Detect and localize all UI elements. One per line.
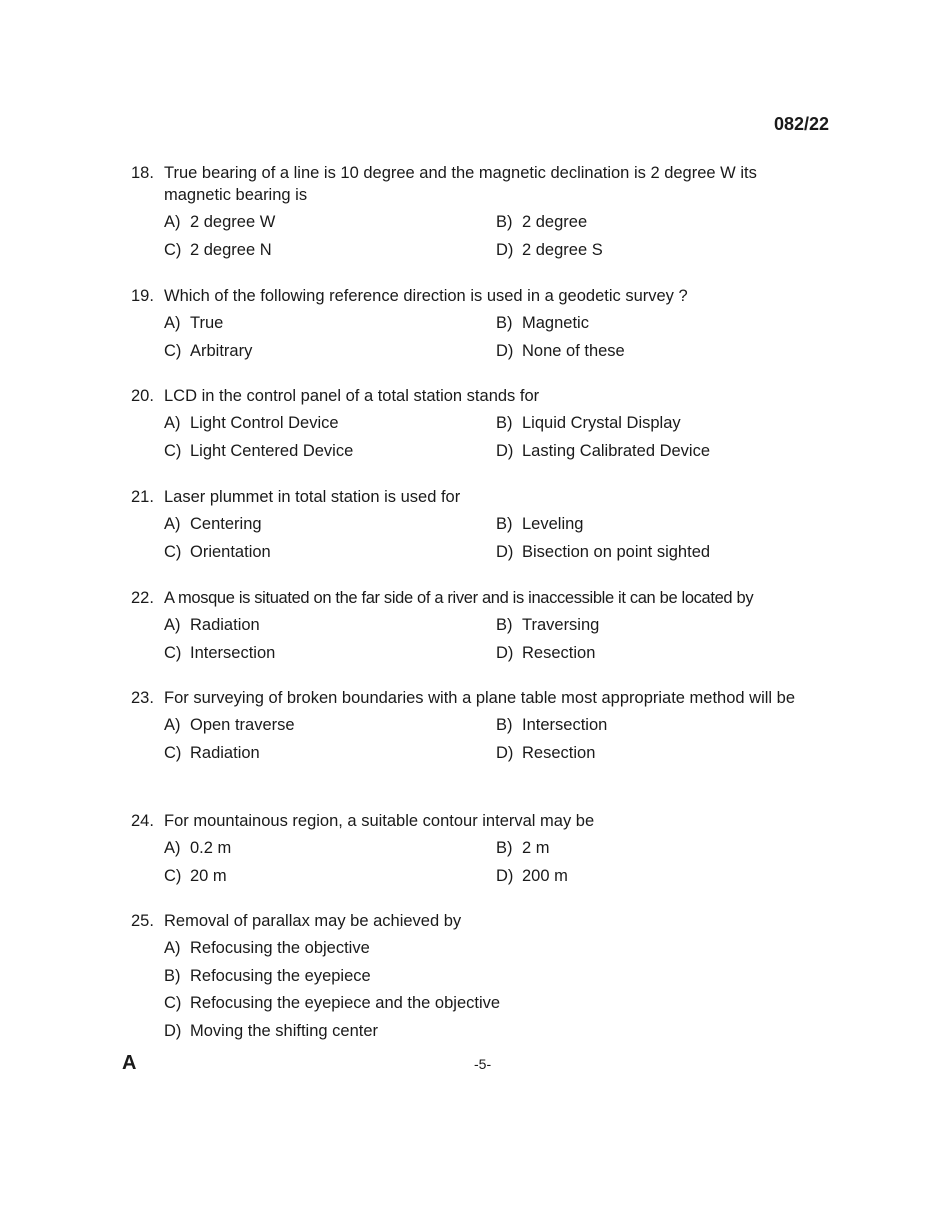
option-d[interactable]: D) 200 m bbox=[496, 866, 568, 885]
options bbox=[164, 837, 811, 887]
question-number: 22. bbox=[131, 589, 154, 607]
question-number: 20. bbox=[131, 387, 154, 405]
question-25 bbox=[131, 910, 811, 1042]
option-c[interactable]: C) Intersection bbox=[164, 643, 276, 662]
question-number: 18. bbox=[131, 164, 154, 182]
question-text: LCD in the control panel of a total station stands for bbox=[164, 387, 540, 405]
question-23 bbox=[131, 687, 811, 764]
question-number: 25. bbox=[131, 912, 154, 930]
option-c[interactable]: C) Arbitrary bbox=[164, 341, 253, 360]
option-b[interactable]: B) Intersection bbox=[496, 716, 608, 734]
option-d[interactable]: D) Resection bbox=[496, 743, 596, 762]
option-b[interactable]: B) 2 m bbox=[496, 839, 550, 857]
series-label: A bbox=[122, 1052, 137, 1074]
options bbox=[164, 614, 831, 664]
question-22 bbox=[131, 587, 831, 664]
option-a[interactable]: A) Centering bbox=[164, 515, 262, 533]
question-24 bbox=[131, 810, 811, 887]
question-number: 19. bbox=[131, 287, 154, 305]
option-d[interactable]: D) None of these bbox=[496, 341, 625, 360]
option-a[interactable]: A) Light Control Device bbox=[164, 414, 339, 432]
option-a[interactable]: A) 0.2 m bbox=[164, 839, 232, 857]
question-19 bbox=[131, 285, 811, 362]
question-20 bbox=[131, 385, 811, 462]
option-d[interactable]: D) Moving the shifting center bbox=[164, 1021, 379, 1040]
question-18 bbox=[131, 162, 811, 261]
option-a[interactable]: A) Refocusing the objective bbox=[164, 939, 370, 957]
options bbox=[164, 714, 811, 764]
option-c[interactable]: C) 20 m bbox=[164, 866, 227, 885]
question-text: For surveying of broken boundaries with a plane table most appropriate method will be bbox=[164, 689, 796, 707]
question-text: Laser plummet in total station is used for bbox=[164, 488, 461, 506]
question-number: 23. bbox=[131, 689, 154, 707]
question-text: A mosque is situated on the far side of a river and is inaccessible it can be located by bbox=[164, 589, 754, 607]
option-c[interactable]: C) 2 degree N bbox=[164, 240, 272, 259]
option-a[interactable]: A) Radiation bbox=[164, 616, 260, 634]
option-a[interactable]: A) Open traverse bbox=[164, 716, 295, 734]
option-c[interactable]: C) Refocusing the eyepiece and the objective bbox=[164, 994, 501, 1012]
page-number: -5- bbox=[474, 1056, 492, 1072]
options bbox=[164, 211, 811, 261]
paper-code: 082/22 bbox=[773, 114, 829, 134]
option-c[interactable]: C) Light Centered Device bbox=[164, 441, 354, 460]
option-d[interactable]: D) Resection bbox=[496, 643, 596, 662]
option-c[interactable]: C) Radiation bbox=[164, 743, 260, 762]
option-b[interactable]: B) 2 degree bbox=[496, 213, 588, 231]
option-b[interactable]: B) Liquid Crystal Display bbox=[496, 414, 681, 432]
options bbox=[164, 513, 811, 563]
question-text: True bearing of a line is 10 degree and the magnetic declination is 2 degree W its magnetic bearing is bbox=[164, 164, 757, 204]
question-text: Removal of parallax may be achieved by bbox=[164, 912, 462, 930]
question-number: 24. bbox=[131, 812, 154, 830]
option-a[interactable]: A) 2 degree W bbox=[164, 213, 276, 231]
option-b[interactable]: B) Traversing bbox=[496, 616, 600, 634]
option-d[interactable]: D) Lasting Calibrated Device bbox=[496, 441, 711, 460]
question-text: For mountainous region, a suitable contour interval may be bbox=[164, 812, 595, 830]
option-d[interactable]: D) 2 degree S bbox=[496, 240, 603, 259]
question-number: 21. bbox=[131, 488, 154, 506]
option-d[interactable]: D) Bisection on point sighted bbox=[496, 542, 711, 561]
question-text: Which of the following reference direction is used in a geodetic survey ? bbox=[164, 287, 688, 305]
option-b[interactable]: B) Magnetic bbox=[496, 314, 589, 332]
options bbox=[164, 312, 811, 362]
option-b[interactable]: B) Refocusing the eyepiece bbox=[164, 966, 371, 985]
option-a[interactable]: A) True bbox=[164, 314, 224, 332]
question-21 bbox=[131, 486, 811, 563]
option-c[interactable]: C) Orientation bbox=[164, 542, 271, 561]
options bbox=[164, 937, 811, 1042]
options bbox=[164, 412, 811, 462]
option-b[interactable]: B) Leveling bbox=[496, 515, 584, 533]
